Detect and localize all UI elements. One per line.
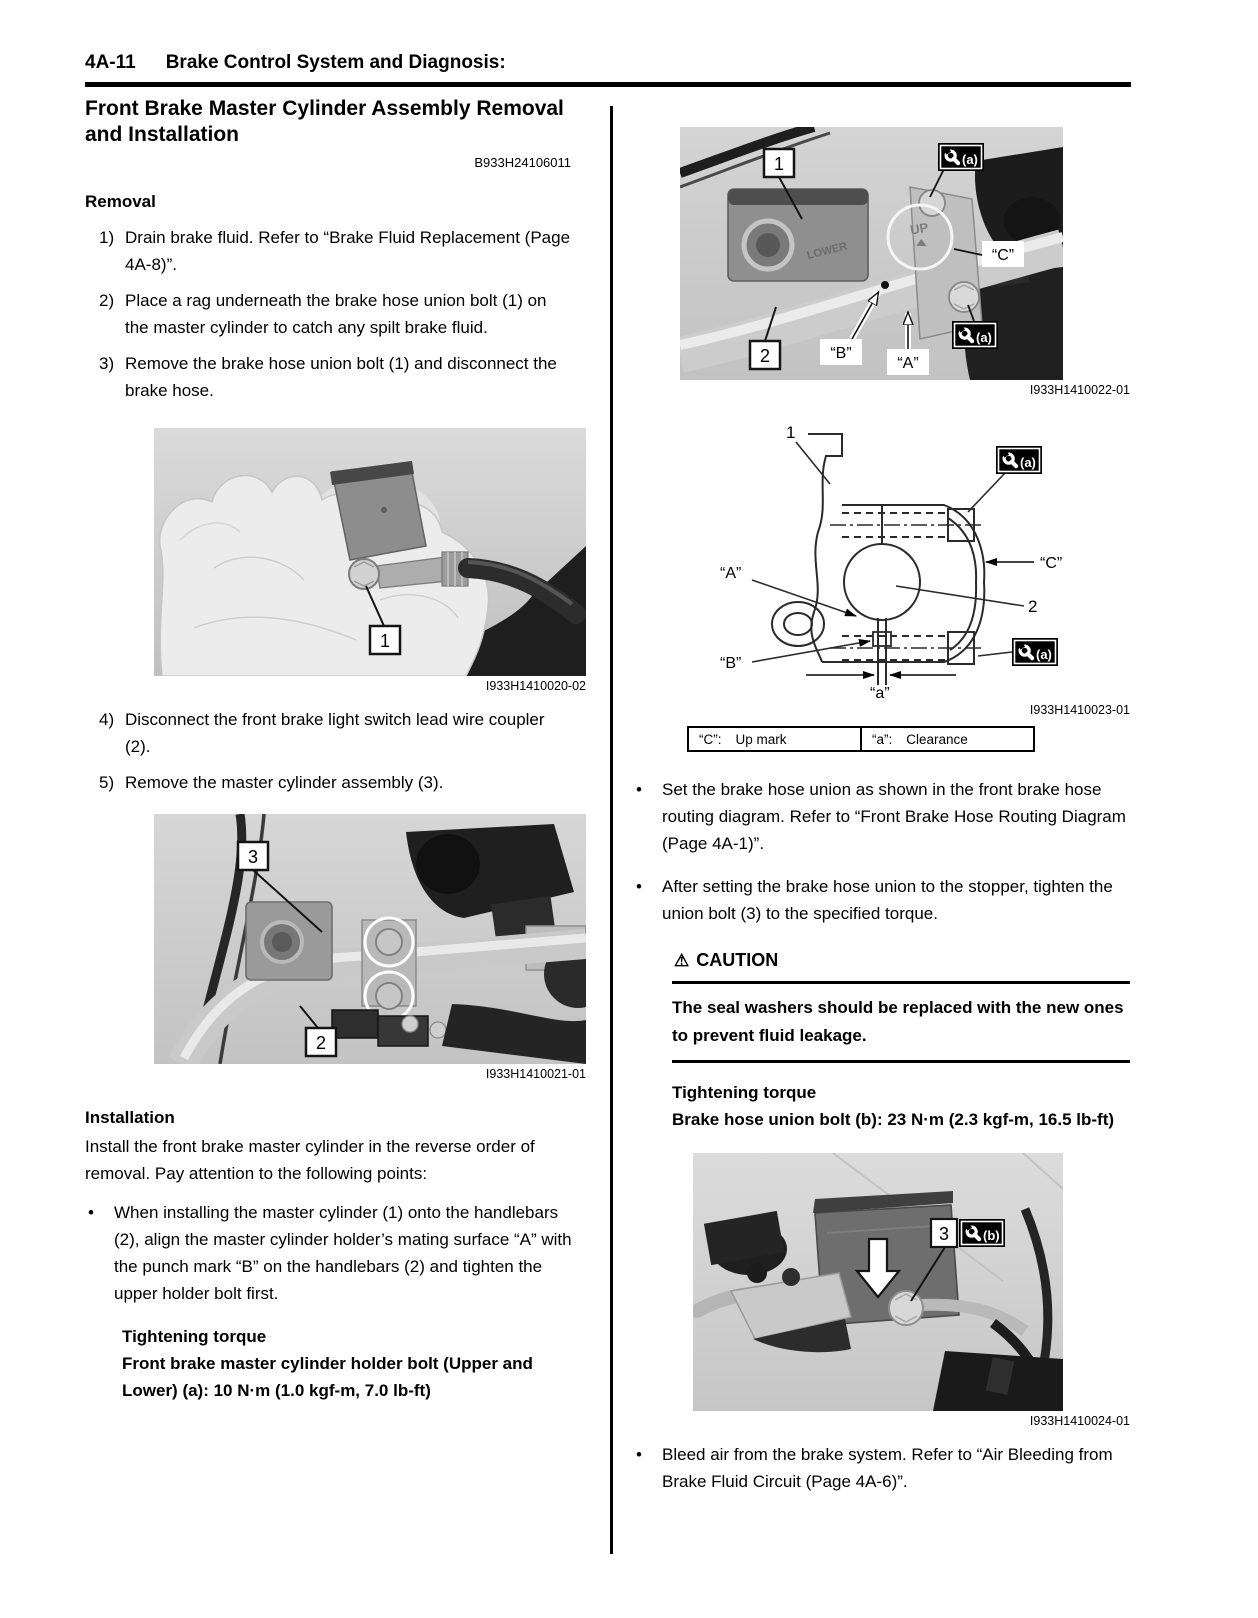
svg-text:3: 3 <box>247 847 259 867</box>
left-column <box>85 96 586 1404</box>
photo-frame <box>680 127 1063 380</box>
step-3 <box>85 350 573 404</box>
svg-text:(a): (a) <box>1020 455 1036 470</box>
svg-text:UP: UP <box>909 219 930 238</box>
step-4 <box>85 706 573 760</box>
reservoir-body <box>728 189 868 281</box>
bullet-text: When installing the master cylinder (1) onto the handlebars (2), align the master cylinder holder’s mating surface “A” with the punch mark “B” on the handlebars (2) and tighten the upper holder bolt first. <box>114 1203 572 1303</box>
bullet-text: After setting the brake hose union to the stopper, tighten the union bolt (3) to the specified torque. <box>662 877 1113 923</box>
caution-heading <box>672 947 1130 974</box>
torque-heading: Tightening torque <box>672 1083 817 1102</box>
bullet-marker: • <box>636 1445 642 1464</box>
legend-key-a: “a”: <box>872 732 893 747</box>
svg-text:“A”: “A” <box>897 355 919 372</box>
lower-holder-bolt <box>830 632 982 664</box>
legend-value-c: Up mark <box>735 732 787 747</box>
step-text: Disconnect the front brake light switch lead wire coupler (2). <box>125 710 545 756</box>
installation-intro: Install the front brake master cylinder in the reverse order of removal. Pay attention to the following points: <box>85 1137 535 1183</box>
step-text: Place a rag underneath the brake hose union bolt (1) on the master cylinder to catch any spilt brake fluid. <box>125 291 547 337</box>
photo2-caption: I933H1410021-01 <box>485 1067 586 1081</box>
caution-rule-bottom <box>672 1060 1130 1063</box>
svg-text:2: 2 <box>315 1033 327 1053</box>
svg-text:3: 3 <box>938 1224 950 1244</box>
removal-steps <box>85 224 573 404</box>
header-rule <box>85 82 1131 87</box>
punch-mark-dot <box>881 281 889 289</box>
install-bullet-union-bolt <box>633 873 1130 927</box>
svg-text:1: 1 <box>379 631 391 651</box>
diagram-label-C: “C” <box>1040 555 1063 572</box>
bullet-text: Bleed air from the brake system. Refer to “Air Bleeding from Brake Fluid Circuit (Page 4A-6)”. <box>662 1445 1113 1491</box>
removal-steps-continued <box>85 706 573 796</box>
union-bolt <box>349 559 379 589</box>
callout-2 <box>306 1028 336 1056</box>
bullet-marker: • <box>636 877 642 896</box>
svg-text:1: 1 <box>773 154 785 174</box>
torque-spec-holder-bolt <box>122 1323 573 1404</box>
install-bullet-hose-union <box>633 776 1130 857</box>
svg-text:2: 2 <box>759 346 771 366</box>
section-ref-code: B933H24106011 <box>474 155 571 170</box>
caution-rule-top <box>672 981 1130 984</box>
photo1-caption: I933H1410020-02 <box>485 679 586 693</box>
photo-up-mark-illustration <box>680 127 1063 380</box>
photo-master-cylinder-rag <box>154 428 586 694</box>
torque-heading: Tightening torque <box>122 1327 267 1346</box>
diagram-callout-2: 2 <box>1028 597 1038 616</box>
step-2 <box>85 287 573 341</box>
callout-3-badge-b <box>931 1219 1005 1247</box>
bullet-marker: • <box>636 780 642 799</box>
photo-frame <box>154 814 586 1064</box>
torque-badge-a-upper <box>938 143 984 171</box>
diagram-frame <box>690 410 1090 700</box>
svg-text:(a): (a) <box>1036 647 1052 662</box>
step-text: Remove the brake hose union bolt (1) and disconnect the brake hose. <box>125 354 557 400</box>
diagram-clamp-section <box>690 410 1090 700</box>
caution-block <box>672 947 1130 1063</box>
torque-badge-a-lower <box>1012 638 1058 666</box>
step-5 <box>85 769 573 796</box>
page-number: 4A-11 <box>85 52 136 73</box>
callout-2 <box>750 341 780 369</box>
diagram-label-a: “a” <box>870 685 890 700</box>
legend-cell-c <box>689 728 860 750</box>
legend-key-c: “C”: <box>699 732 722 747</box>
step-1 <box>85 224 573 278</box>
clamp-section-diagram <box>690 410 1090 700</box>
photo-frame <box>693 1153 1063 1411</box>
torque-value: Front brake master cylinder holder bolt (Upper and Lower) (a): 10 N·m (1.0 kgf-m, 7.0 lb-ft) <box>122 1354 533 1400</box>
photo-master-cylinder-rag-illustration <box>154 428 586 676</box>
installation-heading: Installation <box>85 1108 175 1127</box>
diagram-label-B: “B” <box>720 655 742 672</box>
chapter-title: Brake Control System and Diagnosis: <box>165 52 506 73</box>
legend-cell-a <box>860 728 1033 750</box>
torque-badge-a-upper <box>996 446 1042 474</box>
installation-bullet-1 <box>85 1199 573 1307</box>
svg-text:(b): (b) <box>983 1228 1000 1243</box>
step-text: Drain brake fluid. Refer to “Brake Fluid Replacement (Page 4A-8)”. <box>125 228 571 274</box>
callout-1 <box>370 626 400 654</box>
svg-text:(a): (a) <box>962 152 978 167</box>
caution-heading-text: CAUTION <box>696 950 779 970</box>
diagram-label-A: “A” <box>720 565 742 582</box>
svg-text:“B”: “B” <box>830 345 852 362</box>
caution-text: The seal washers should be replaced with the new ones to prevent fluid leakage. <box>672 998 1124 1045</box>
right-column <box>633 118 1130 1495</box>
photo-union-bolt <box>693 1153 1063 1411</box>
photo-master-cylinder-assembly-illustration <box>154 814 586 1064</box>
photo-up-mark <box>680 127 1063 380</box>
install-bullet-bleed-air <box>633 1441 1130 1495</box>
holder-clamp <box>362 918 416 1020</box>
holder-clamp <box>910 187 982 339</box>
photo4-caption: I933H1410024-01 <box>1029 1414 1130 1428</box>
reservoir-body <box>246 902 332 980</box>
step-number: 2) <box>99 291 115 310</box>
union-bolt <box>889 1291 923 1325</box>
bullet-text: Set the brake hose union as shown in the front brake hose routing diagram. Refer to “Front Brake Hose Routing Diagram (Page 4A-1)”. <box>662 780 1126 853</box>
step-number: 5) <box>99 773 115 792</box>
svg-text:“C”: “C” <box>991 247 1015 264</box>
warning-triangle-icon: ⚠ <box>674 951 690 970</box>
diagram-callout-1: 1 <box>786 423 796 442</box>
photo-frame <box>154 428 586 676</box>
torque-badge-a-lower <box>952 321 998 349</box>
photo-master-cylinder-assembly <box>154 814 586 1082</box>
page-header <box>85 52 506 74</box>
diagram-caption: I933H1410023-01 <box>1029 703 1130 717</box>
step-number: 3) <box>99 354 115 373</box>
photo3-caption: I933H1410022-01 <box>1029 383 1130 397</box>
lower-embossed-text: LOWER <box>805 240 849 262</box>
callout-1 <box>764 149 794 177</box>
callout-3 <box>238 842 268 870</box>
removal-heading: Removal <box>85 192 156 211</box>
bullet-marker: • <box>88 1203 94 1222</box>
torque-value: Brake hose union bolt (b): 23 N·m (2.3 kgf-m, 16.5 lb-ft) <box>672 1110 1115 1129</box>
legend-table <box>687 726 1035 752</box>
step-text: Remove the master cylinder assembly (3). <box>125 773 444 792</box>
legend-value-a: Clearance <box>906 732 968 747</box>
svg-text:(a): (a) <box>976 330 992 345</box>
column-divider <box>610 106 613 1554</box>
photo-union-bolt-illustration <box>693 1153 1063 1411</box>
section-title: Front Brake Master Cylinder Assembly Removal and Installation <box>85 97 564 146</box>
torque-spec-union-bolt <box>672 1079 1130 1133</box>
step-number: 1) <box>99 228 115 247</box>
step-number: 4) <box>99 710 115 729</box>
